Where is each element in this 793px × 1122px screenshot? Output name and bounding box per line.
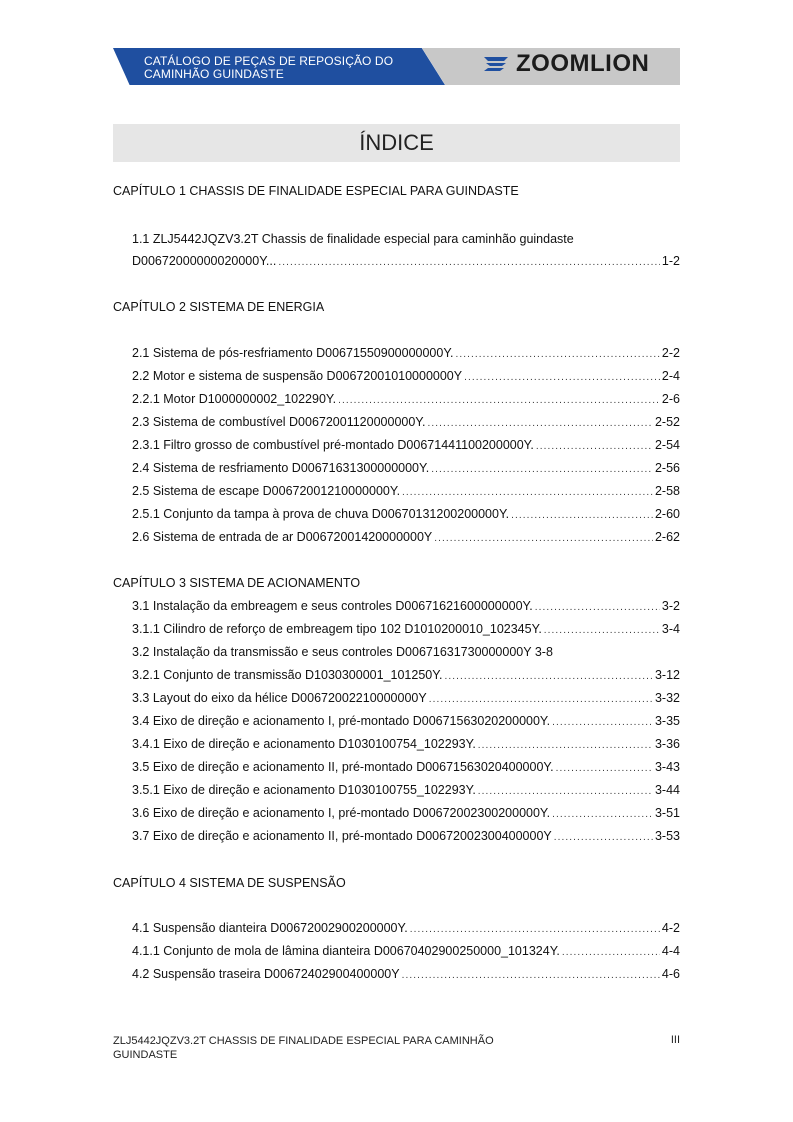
toc-entry-page: 2-60 — [654, 507, 680, 521]
toc-entry-text: 2.5 Sistema de escape D00672001210000000Y. — [132, 484, 401, 498]
toc-entry-3-5[interactable] — [132, 760, 680, 778]
toc-entry-text: 2.2 Motor e sistema de suspensão D00672001010000000Y — [132, 369, 463, 383]
dot-leader — [402, 487, 653, 498]
dot-leader — [552, 809, 653, 820]
toc-entry-page: 2-6 — [661, 392, 680, 406]
toc-entry-1-1-line1[interactable]: 1.1 ZLJ5442JQZV3.2T Chassis de finalidade especial para caminhão guindaste — [132, 232, 574, 246]
toc-entry-page: 2-54 — [654, 438, 680, 452]
zoomlion-logo — [482, 50, 649, 78]
toc-entry-text: 2.1 Sistema de pós-resfriamento D00671550900000000Y. — [132, 346, 454, 360]
toc-entry-page: 3-12 — [654, 668, 680, 682]
dot-leader — [278, 257, 660, 268]
toc-entry-page: 3-4 — [661, 622, 680, 636]
toc-entry-3-7[interactable] — [132, 829, 680, 847]
toc-entry-page: 4-2 — [661, 921, 680, 935]
chapter-2-title: CAPÍTULO 2 SISTEMA DE ENERGIA — [113, 300, 325, 314]
toc-entry-page: 3-32 — [654, 691, 680, 705]
dot-leader — [444, 671, 653, 682]
toc-entry-page: 2-52 — [654, 415, 680, 429]
dot-leader — [478, 740, 653, 751]
dot-leader — [554, 832, 653, 843]
footer-page-number: III — [670, 1034, 680, 1046]
dot-leader — [434, 533, 653, 544]
chapter-3-title: CAPÍTULO 3 SISTEMA DE ACIONAMENTO — [113, 576, 361, 590]
toc-entry-page: 4-6 — [661, 967, 680, 981]
toc-entry-text: 2.5.1 Conjunto da tampa à prova de chuva D00670131200200000Y. — [132, 507, 510, 521]
toc-entry-2-3-1[interactable] — [132, 438, 680, 456]
toc-entry-text: 2.2.1 Motor D1000000002_102290Y. — [132, 392, 337, 406]
dot-leader — [511, 510, 653, 521]
page-title: ÍNDICE — [113, 124, 680, 162]
toc-entry-page: 3-44 — [654, 783, 680, 797]
toc-entry-text: 4.1.1 Conjunto de mola de lâmina dianteira D00670402900250000_101324Y. — [132, 944, 560, 958]
toc-entry-page: 3-43 — [654, 760, 680, 774]
toc-entry-page: 3-35 — [654, 714, 680, 728]
dot-leader — [431, 464, 653, 475]
toc-entry-page: 1-2 — [661, 254, 680, 268]
toc-entry-2-1[interactable] — [132, 346, 680, 364]
toc-entry-3-4[interactable] — [132, 714, 680, 732]
toc-entry-page: 2-2 — [661, 346, 680, 360]
toc-entry-text: 3.6 Eixo de direção e acionamento I, pré-montado D00672002300200000Y. — [132, 806, 551, 820]
toc-entry-4-1[interactable] — [132, 921, 680, 939]
dot-leader — [535, 602, 660, 613]
dot-leader — [562, 947, 660, 958]
footer-line2: GUINDASTE — [113, 1049, 178, 1061]
toc-entry-3-2-1[interactable] — [132, 668, 680, 686]
toc-entry-3-5-1[interactable] — [132, 783, 680, 801]
toc-entry-text: 3.4.1 Eixo de direção e acionamento D1030100754_102293Y. — [132, 737, 476, 751]
chapter-1-title: CAPÍTULO 1 CHASSIS DE FINALIDADE ESPECIAL PARA GUINDASTE — [113, 184, 519, 198]
toc-entry-3-2[interactable]: 3.2 Instalação da transmissão e seus controles D00671631730000000Y 3-8 — [132, 645, 553, 659]
zoomlion-logo-text: ZOOMLION — [516, 50, 650, 77]
chapter-4-title: CAPÍTULO 4 SISTEMA DE SUSPENSÃO — [113, 876, 346, 890]
toc-entry-3-1[interactable] — [132, 599, 680, 617]
toc-entry-page: 3-53 — [654, 829, 680, 843]
catalog-title — [144, 55, 424, 81]
dot-leader — [544, 625, 660, 636]
dot-leader — [556, 763, 653, 774]
toc-entry-3-3[interactable] — [132, 691, 680, 709]
toc-entry-2-6[interactable] — [132, 530, 680, 548]
toc-entry-page: 3-2 — [661, 599, 680, 613]
footer-document-title — [113, 1034, 553, 1062]
zoomlion-logo-icon — [482, 54, 510, 74]
dot-leader — [536, 441, 653, 452]
toc-entry-4-2[interactable] — [132, 967, 680, 985]
toc-entry-text: 3.7 Eixo de direção e acionamento II, pré-montado D00672002300400000Y — [132, 829, 552, 843]
dot-leader — [402, 970, 660, 981]
toc-entry-text: 3.4 Eixo de direção e acionamento I, pré-montado D00671563020200000Y. — [132, 714, 551, 728]
toc-entry-text: 3.5 Eixo de direção e acionamento II, pré-montado D00671563020400000Y. — [132, 760, 554, 774]
dot-leader — [338, 395, 660, 406]
dot-leader — [456, 349, 660, 360]
dot-leader — [552, 717, 653, 728]
dot-leader — [410, 924, 660, 935]
toc-entry-1-1[interactable] — [132, 254, 680, 272]
toc-entry-text: 2.4 Sistema de resfriamento D00671631300000000Y. — [132, 461, 430, 475]
toc-entry-text: 3.5.1 Eixo de direção e acionamento D1030100755_102293Y. — [132, 783, 476, 797]
toc-entry-2-5-1[interactable] — [132, 507, 680, 525]
toc-entry-text: 3.3 Layout do eixo da hélice D00672002210000000Y — [132, 691, 427, 705]
toc-entry-2-2[interactable] — [132, 369, 680, 387]
toc-entry-2-5[interactable] — [132, 484, 680, 502]
toc-entry-2-3[interactable] — [132, 415, 680, 433]
dot-leader — [464, 372, 660, 383]
toc-entry-text: 4.1 Suspensão dianteira D00672002900200000Y. — [132, 921, 408, 935]
toc-entry-text: 3.2.1 Conjunto de transmissão D1030300001_101250Y. — [132, 668, 443, 682]
toc-entry-page: 3-36 — [654, 737, 680, 751]
toc-entry-text: 2.3.1 Filtro grosso de combustível pré-montado D00671441100200000Y. — [132, 438, 534, 452]
toc-entry-page: 2-58 — [654, 484, 680, 498]
toc-entry-page: 2-4 — [661, 369, 680, 383]
toc-entry-3-4-1[interactable] — [132, 737, 680, 755]
toc-entry-text: 3.1 Instalação da embreagem e seus controles D00671621600000000Y. — [132, 599, 533, 613]
dot-leader — [478, 786, 653, 797]
toc-entry-page: 2-56 — [654, 461, 680, 475]
toc-entry-page: 2-62 — [654, 530, 680, 544]
dot-leader — [429, 694, 653, 705]
footer-line1: ZLJ5442JQZV3.2T CHASSIS DE FINALIDADE ESPECIAL PARA CAMINHÃO — [113, 1035, 494, 1047]
toc-entry-4-1-1[interactable] — [132, 944, 680, 962]
toc-entry-text: 3.1.1 Cilindro de reforço de embreagem tipo 102 D1010200010_102345Y. — [132, 622, 542, 636]
toc-entry-3-6[interactable] — [132, 806, 680, 824]
dot-leader — [428, 418, 653, 429]
toc-entry-page: 4-4 — [661, 944, 680, 958]
toc-entry-text: 2.6 Sistema de entrada de ar D00672001420000000Y — [132, 530, 433, 544]
toc-entry-3-1-1[interactable] — [132, 622, 680, 640]
toc-entry-2-2-1[interactable] — [132, 392, 680, 410]
toc-entry-text: 2.3 Sistema de combustível D00672001120000000Y. — [132, 415, 426, 429]
toc-entry-page: 3-51 — [654, 806, 680, 820]
toc-entry-text: D00672000000020000Y... — [132, 254, 277, 268]
catalog-title-line2: CAMINHÃO GUINDASTE — [144, 67, 284, 81]
catalog-title-line1: CATÁLOGO DE PEÇAS DE REPOSIÇÃO DO — [144, 54, 394, 68]
toc-entry-text: 4.2 Suspensão traseira D00672402900400000Y — [132, 967, 400, 981]
toc-entry-2-4[interactable] — [132, 461, 680, 479]
